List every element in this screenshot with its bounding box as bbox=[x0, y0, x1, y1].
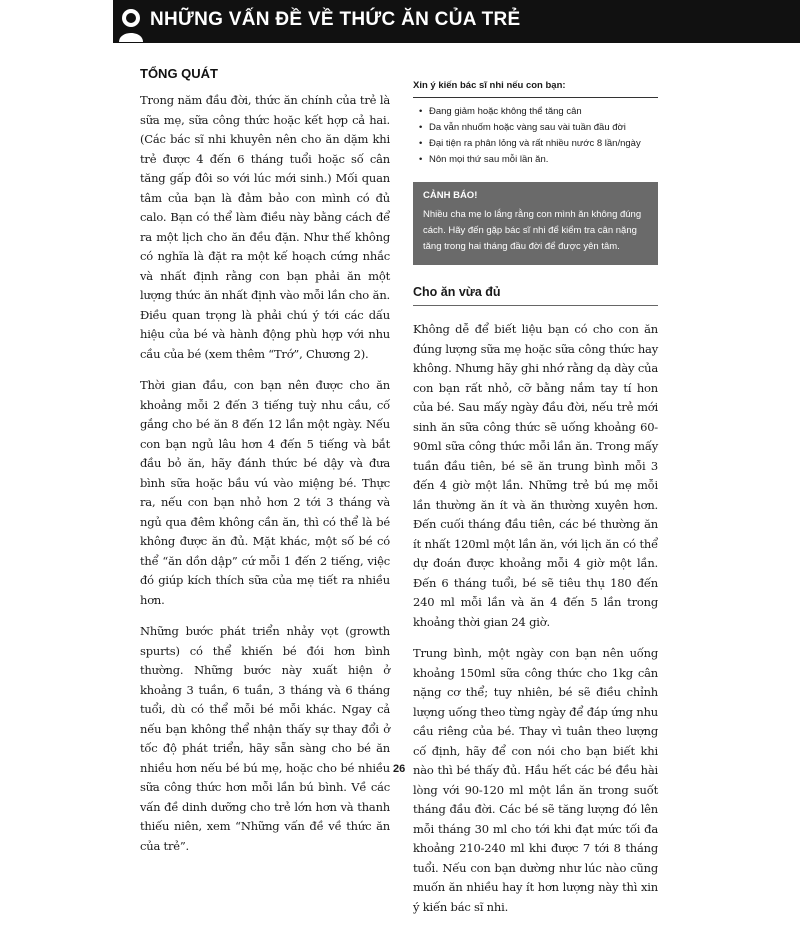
advice-list bbox=[413, 104, 658, 168]
section-heading-overview: TỔNG QUÁT bbox=[140, 66, 218, 81]
chapter-title: NHỮNG VẤN ĐỀ VỀ THỨC ĂN CỦA TRẺ bbox=[150, 9, 521, 30]
list-item: • Da vẫn nhuốm hoặc vàng sau vài tuần đầu đời bbox=[421, 120, 658, 136]
divider bbox=[413, 97, 658, 98]
page-number: 26 bbox=[393, 763, 406, 775]
paragraph-3: Những bước phát triển nhảy vọt (growth spurts) có thể khiến bé đói hơn bình thường. Những bước này xuất hiện ở khoảng 3 tuần, 6 tuần, 3 tháng và 6 tháng tuổi, dù có thể mỗi bé mỗi khác. Ngay cả nếu bạn không thể nhận thấy sự thay đổi ở tốc độ phát triển, hãy sẵn sàng cho bé ăn nhiều hơn nếu bé bú mẹ, hoặc cho bé nhiều sữa công thức hơn mỗi lần bú bình. Về các vấn đề dinh dưỡng cho trẻ lớn hơn và thanh thiếu niên, xem “Những vấn đề về thức ăn của trẻ”. bbox=[140, 624, 390, 853]
paragraph-1: Trong năm đầu đời, thức ăn chính của trẻ là sữa mẹ, sữa công thức hoặc kết hợp cả hai. (Các bác sĩ nhi khuyên nên cho ăn dặm khi trẻ được 4 đến 6 tháng tuổi hoặc số cân tăng gấp đôi so với lúc mới sinh.) Mối quan tâm của bạn là đảm bảo con mình có đủ calo. Bạn có thể làm điều này bằng cách để ra một lịch cho ăn đều đặn. Như thế không có nghĩa là đặt ra một kế hoạch cứng nhắc và nhất định rằng con bạn phải ăn một lượng thức ăn nhất định vào mỗi lần cho ăn. Điều quan trọng là phải chú ý tới các dấu hiệu của bé và hành động phù hợp với nhu cầu của bé (xem thêm “Trớ”, Chương 2). bbox=[140, 93, 390, 361]
section-heading-feeding: Cho ăn vừa đủ bbox=[413, 285, 501, 299]
warning-box bbox=[413, 182, 658, 265]
list-item: • Nôn mọi thứ sau mỗi lần ăn. bbox=[421, 152, 658, 168]
left-column bbox=[140, 66, 390, 868]
list-item: • Đại tiện ra phân lỏng và rất nhiều nước 8 lần/ngày bbox=[421, 136, 658, 152]
warning-title: CẢNH BÁO! bbox=[423, 190, 478, 201]
paragraph-4: Không dễ để biết liệu bạn có cho con ăn đúng lượng sữa mẹ hoặc sữa công thức hay không. Nhưng hãy ghi nhớ rằng dạ dày của con bạn rất nhỏ, cỡ bằng nắm tay tí hon của bé. Sau mấy ngày đầu đời, nếu trẻ mới sinh ăn sữa công thức sẽ uống khoảng 60-90ml sữa công thức mỗi lần ăn. Trong mấy tuần đầu tiên, bé sẽ ăn trung bình mỗi 3 đến 4 giờ một lần. Những trẻ bú mẹ mỗi lần thường ăn ít và ăn thường xuyên hơn. Đến cuối tháng đầu tiên, các bé thường ăn ít nhất 120ml một lần ăn, với lịch ăn có thể dự đoán được khoảng mỗi 4 giờ một lần. Đến 6 tháng tuổi, bé sẽ tiêu thụ 180 đến 240 ml mỗi lần và ăn 4 đến 5 lần trong khoảng thời gian 24 giờ. bbox=[413, 322, 658, 629]
list-item: • Đang giảm hoặc không thể tăng cân bbox=[421, 104, 658, 120]
baby-silhouette-icon bbox=[113, 4, 149, 42]
warning-text: Nhiều cha mẹ lo lắng rằng con mình ăn không đúng cách. Hãy đến gặp bác sĩ nhi để kiểm tra cân nặng tăng trong hai tháng đầu đời để được yên tâm. bbox=[423, 209, 642, 252]
paragraph-5: Trung bình, một ngày con bạn nên uống khoảng 150ml sữa công thức cho 1kg cân nặng cơ thể; tuy nhiên, bé sẽ điều chỉnh lượng uống theo từng ngày để đáp ứng nhu cầu riêng của bé. Thay vì tuân theo lượng cố định, hãy để con nói cho bạn biết khi nào thì bé thấy đủ. Hầu hết các bé đều hài lòng với 90-120 ml một lần ăn trong suốt tháng đầu đời. Các bé sẽ tăng lượng đó lên mỗi tháng 30 ml cho tới khi đạt mức tối đa khoảng 210-240 ml khi được 7 tới 8 tháng tuổi. Nếu con bạn dường như lúc nào cũng muốn ăn nhiều hay ít hơn lượng này thì xin ý kiến bác sĩ nhi. bbox=[413, 646, 658, 914]
right-column bbox=[413, 80, 658, 929]
paragraph-2: Thời gian đầu, con bạn nên được cho ăn khoảng mỗi 2 đến 3 tiếng tuỳ nhu cầu, cố gắng cho bé ăn 8 đến 12 lần một ngày. Nếu con bạn ngủ lâu hơn 4 đến 5 tiếng và bắt đầu bỏ ăn, hãy đánh thức bé dậy và đưa bình sữa hoặc bầu vú vào miệng bé. Thực ra, nếu con bạn nhỏ hơn 2 tới 3 tháng và ngủ qua đêm không cần ăn, thì có thể là bé không được ăn đủ. Mặt khác, một số bé có thể “ăn dồn dập” cứ mỗi 1 đến 2 tiếng, việc đó giúp kích thích sữa của mẹ tiết ra nhiều hơn. bbox=[140, 378, 390, 607]
advice-box-title: Xin ý kiến bác sĩ nhi nếu con bạn: bbox=[413, 80, 566, 91]
divider bbox=[413, 305, 658, 306]
